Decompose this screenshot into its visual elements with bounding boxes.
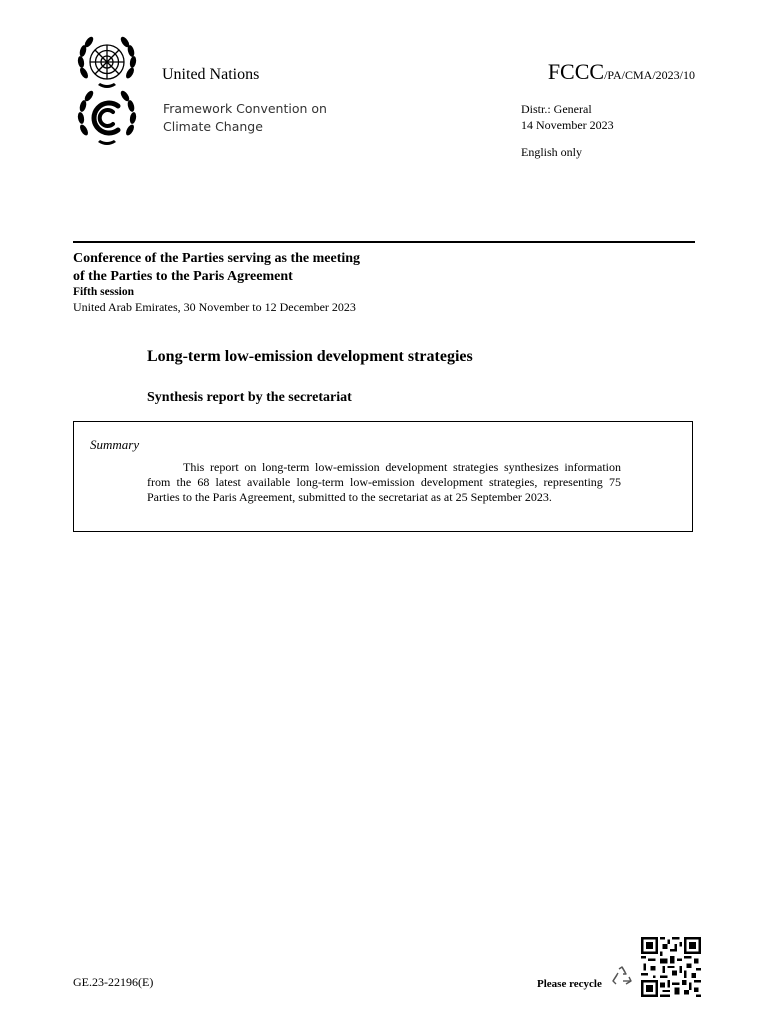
document-subtitle: Synthesis report by the secretariat — [147, 390, 352, 405]
meeting-title — [73, 250, 360, 286]
meeting-title-line-1: Conference of the Parties serving as the meeting — [73, 251, 361, 266]
convention-line-2: Climate Change — [163, 119, 263, 134]
un-emblem-icon — [70, 33, 144, 93]
job-number: GE.23-22196(E) — [73, 975, 154, 989]
issue-date: 14 November 2023 — [521, 118, 614, 132]
unfccc-logo-icon — [70, 86, 144, 150]
recycle-text: Please recycle — [537, 978, 602, 990]
document-symbol-suffix: /PA/CMA/2023/10 — [604, 68, 695, 82]
recycle-icon — [610, 965, 634, 989]
organization-name: United Nations — [162, 66, 260, 83]
language-note: English only — [521, 145, 583, 159]
header-divider — [73, 241, 695, 243]
convention-name — [163, 100, 327, 136]
session-label: Fifth session — [73, 286, 135, 298]
distribution-block — [521, 101, 614, 133]
summary-label: Summary — [90, 437, 140, 452]
convention-line-1: Framework Convention on — [163, 101, 327, 116]
summary-text: This report on long-term low-emission development strategies synthesizes information from the 68 latest available long-term low-emission development strategies, representing 75 Parties to the Paris Agreement, submitted to the secretariat as at 25 September 2023. — [147, 460, 621, 504]
document-symbol — [548, 59, 695, 85]
qr-code-icon — [641, 937, 701, 997]
meeting-title-line-2: of the Parties to the Paris Agreement — [73, 269, 293, 284]
venue-dates: United Arab Emirates, 30 November to 12 December 2023 — [73, 300, 356, 314]
document-title: Long-term low-emission development strategies — [147, 348, 473, 365]
distribution-label: Distr.: General — [521, 102, 592, 116]
document-symbol-main: FCCC — [547, 59, 605, 84]
